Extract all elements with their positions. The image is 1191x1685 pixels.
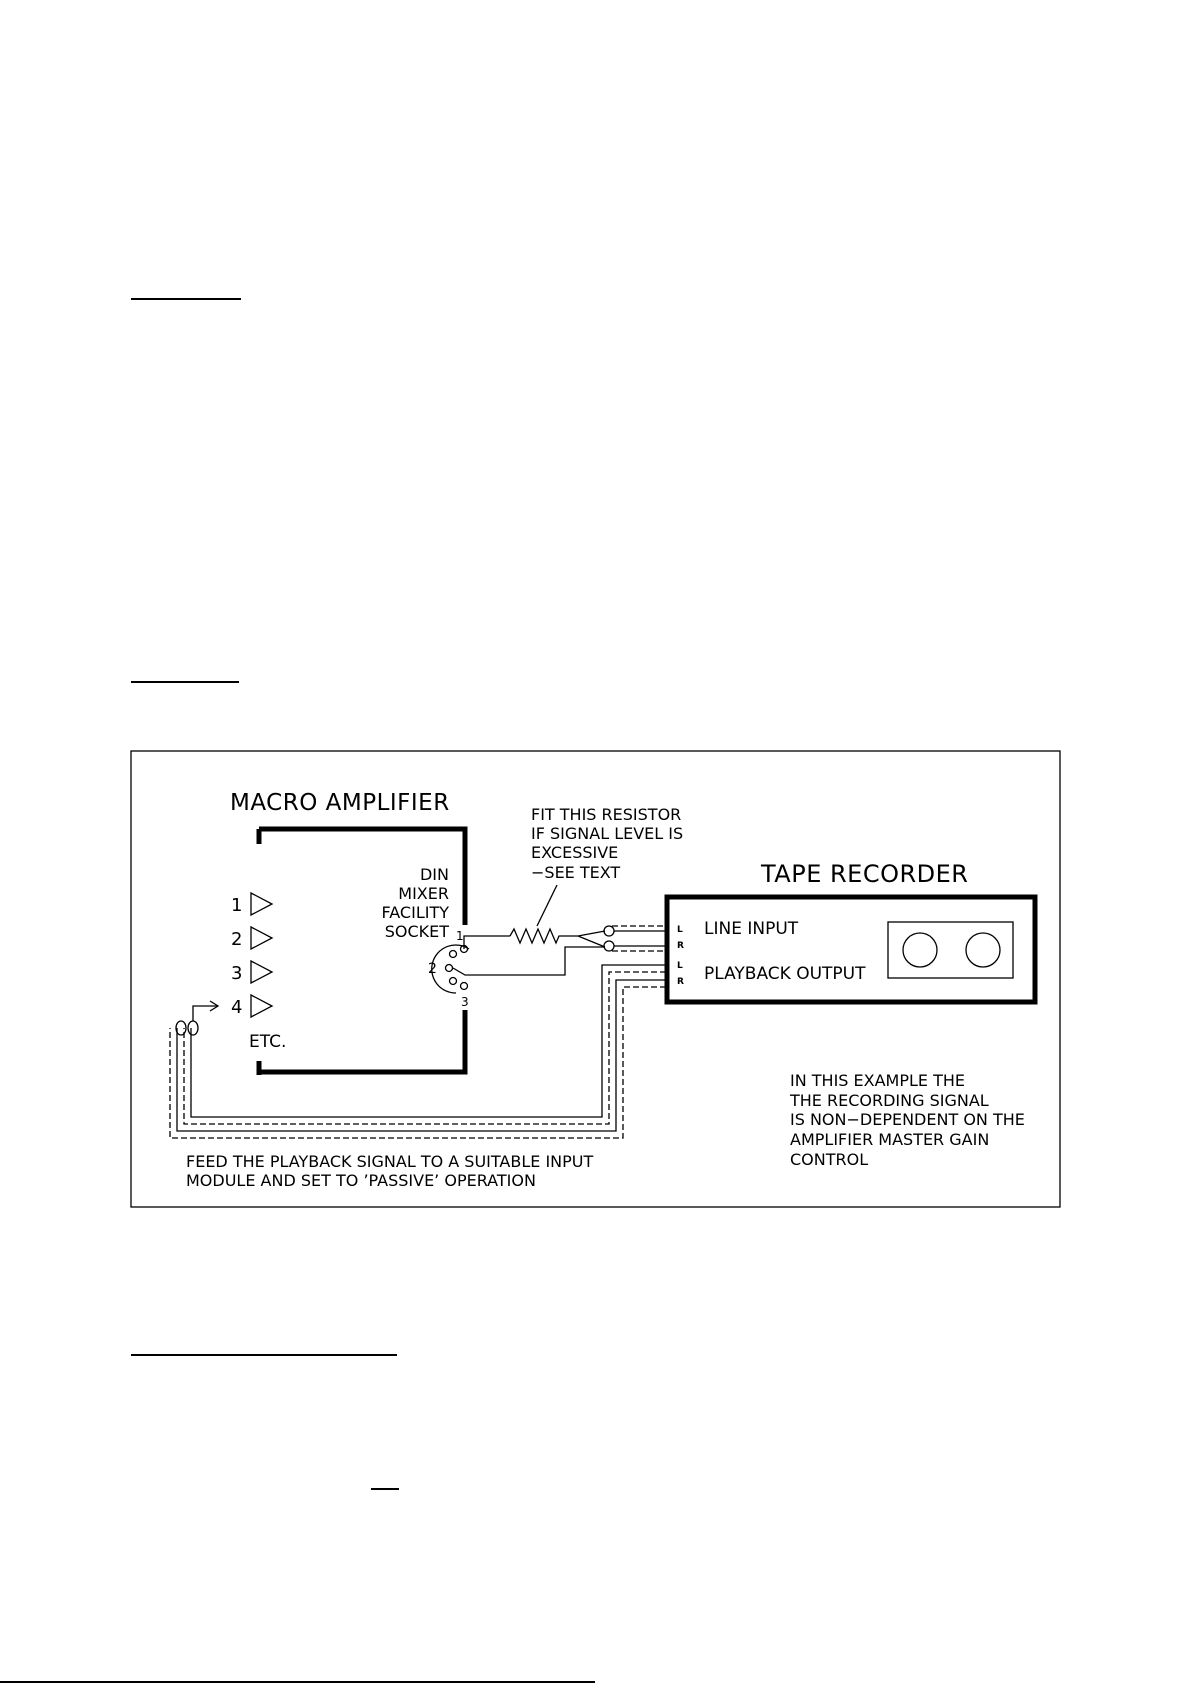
socket-pin-3: 3 [461,995,469,1009]
svg-text:R: R [677,941,684,951]
channel-label-4: 4 [231,997,243,1018]
recorder-title: TAPE RECORDER [761,860,969,888]
svg-text:IF SIGNAL LEVEL IS: IF SIGNAL LEVEL IS [531,824,684,843]
svg-text:FEED THE PLAYBACK SIGNAL TO A: FEED THE PLAYBACK SIGNAL TO A SUITABLE INPUT [186,1152,594,1171]
tape-reels-icon [888,922,1013,978]
svg-text:THE RECORDING SIGNAL: THE RECORDING SIGNAL [790,1091,989,1110]
svg-text:DIN: DIN [419,865,449,884]
channel-label-2: 2 [231,929,243,950]
line-input-cable [604,926,666,951]
recorder-outline [667,897,1035,1002]
svg-text:CONTROL: CONTROL [790,1150,869,1169]
resistor-symbol [510,929,578,943]
socket-pin-1: 1 [456,929,464,943]
socket-pin-2: 2 [428,961,437,977]
etc-label: ETC. [249,1032,287,1052]
input-channels [231,893,286,1052]
svg-text:−SEE TEXT: −SEE TEXT [531,863,621,882]
playback-output-label: PLAYBACK OUTPUT [704,964,866,984]
channel-label-3: 3 [231,963,243,984]
svg-text:L: L [677,925,683,935]
signal-wiring [453,929,605,975]
amplifier-title: MACRO AMPLIFIER [230,790,450,816]
din-socket-label [382,865,450,941]
svg-text:R: R [677,977,684,987]
channel-label-1: 1 [231,895,243,916]
svg-text:SOCKET: SOCKET [384,922,449,941]
line-input-label: LINE INPUT [704,919,799,939]
svg-text:MODULE AND SET TO ’PASSIVE’ OP: MODULE AND SET TO ’PASSIVE’ OPERATION [186,1171,536,1190]
svg-text:EXCESSIVE: EXCESSIVE [531,843,619,862]
channel-triangle-3 [251,961,272,983]
svg-text:FIT THIS RESISTOR: FIT THIS RESISTOR [531,805,682,824]
resistor-leader-line [537,885,557,926]
example-note [789,1071,1025,1169]
svg-text:IS NON−DEPENDENT ON THE: IS NON−DEPENDENT ON THE [790,1110,1025,1129]
channel-triangle-1 [251,893,272,915]
resistor-note [531,805,683,882]
playback-return-cable [170,965,666,1138]
svg-text:FACILITY: FACILITY [381,903,449,922]
feed-note [186,1152,593,1190]
svg-text:IN THIS EXAMPLE THE: IN THIS EXAMPLE THE [790,1071,966,1090]
svg-text:L: L [677,961,683,971]
svg-text:AMPLIFIER MASTER GAIN: AMPLIFIER MASTER GAIN [790,1130,990,1149]
din-socket [432,945,469,993]
svg-text:MIXER: MIXER [398,884,449,903]
lr-marks [677,925,684,987]
channel-triangle-2 [251,927,272,949]
channel-triangle-4 [251,995,272,1017]
